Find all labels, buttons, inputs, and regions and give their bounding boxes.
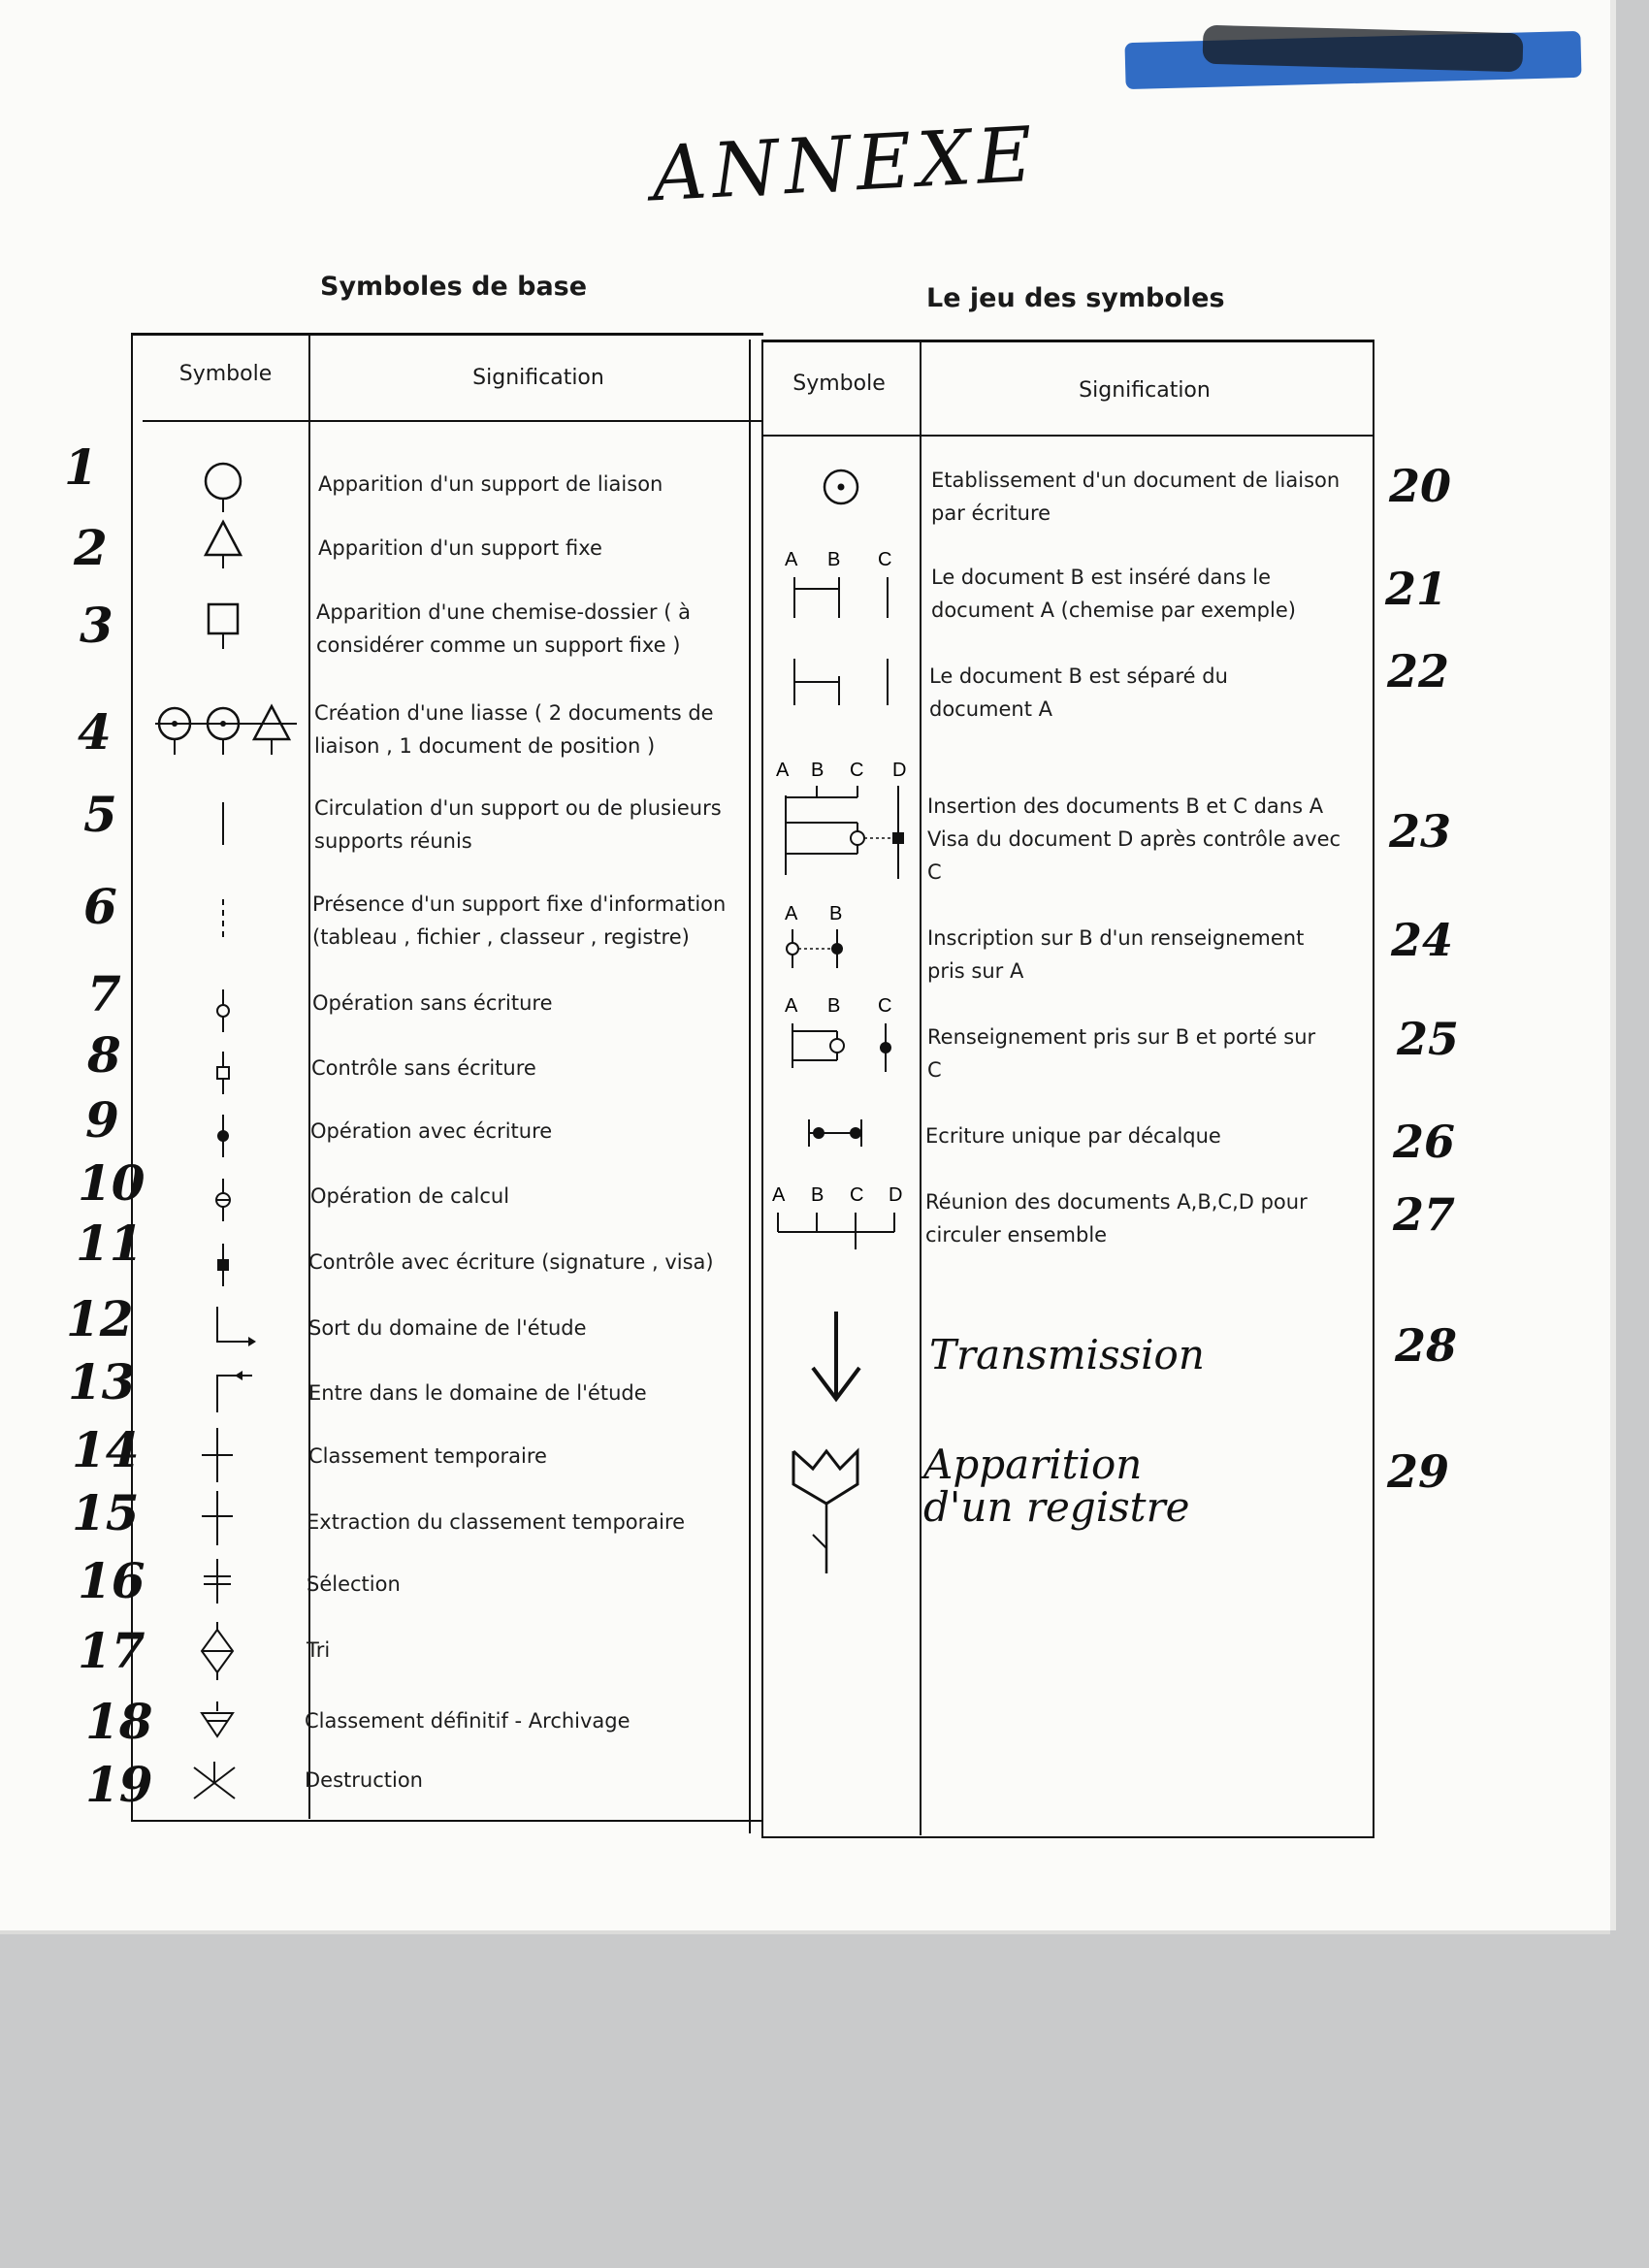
meaning-text: Apparition d'un support de liaison (318, 472, 663, 496)
row-number: 24 (1391, 914, 1454, 966)
open-circle-on-line-symbol (210, 988, 237, 1040)
svg-text:A: A (785, 549, 798, 570)
temporary-extraction-symbol (198, 1489, 237, 1551)
row-number: 29 (1387, 1445, 1450, 1498)
row-number: 14 (72, 1421, 140, 1478)
row-number: 1 (64, 438, 98, 496)
row-number: 6 (83, 878, 117, 935)
row-number: 4 (78, 703, 112, 761)
inscription-symbol (781, 902, 858, 974)
row-number: 19 (85, 1756, 153, 1813)
meaning-text: Classement temporaire (308, 1444, 547, 1468)
row-number: 23 (1389, 805, 1452, 858)
circle-symbol (194, 456, 252, 518)
row-number: 8 (87, 1026, 121, 1084)
row-number: 2 (74, 519, 108, 576)
destruction-star-symbol (190, 1760, 239, 1808)
header-meaning: Signification (472, 366, 604, 390)
meaning-text: Sort du domaine de l'étude (308, 1316, 587, 1340)
row-number: 5 (83, 786, 117, 843)
reunion-symbol (768, 1183, 914, 1255)
svg-text:B: B (827, 549, 841, 570)
separate-bracket-symbol (781, 655, 907, 717)
archive-triangle-symbol (196, 1700, 239, 1746)
meaning-text: Sélection (307, 1572, 401, 1596)
svg-text:A: A (785, 995, 798, 1017)
header-symbol: Symbole (178, 362, 273, 386)
header-symbol: Symbole (792, 372, 886, 396)
svg-text:D: D (892, 760, 907, 781)
svg-text:C: C (850, 760, 864, 781)
square-symbol (194, 599, 252, 661)
row-number: 12 (66, 1290, 134, 1347)
solid-line-symbol (215, 800, 231, 853)
meaning-text: Inscription sur B d'un renseignement pris sur A (927, 926, 1305, 983)
register-symbol (788, 1442, 865, 1581)
row-number: 11 (76, 1215, 144, 1272)
meaning-text: Renseignement pris sur B et porté sur C (927, 1025, 1316, 1082)
triangle-symbol (194, 514, 252, 576)
meaning-handwritten: Apparition d'un registre (923, 1441, 1190, 1531)
row-number: 22 (1387, 645, 1450, 697)
svg-text:C: C (878, 995, 892, 1017)
svg-text:D: D (889, 1184, 903, 1206)
meaning-text: Entre dans le domaine de l'étude (308, 1381, 647, 1405)
page-title: ANNEXE (649, 111, 1041, 219)
left-section-title: Symboles de base (320, 272, 588, 302)
meaning-text: Réunion des documents A,B,C,D pour circuler ensemble (925, 1190, 1308, 1247)
meaning-text: Tri (307, 1638, 331, 1662)
row-number: 18 (85, 1693, 153, 1750)
exit-arrow-symbol (210, 1305, 258, 1357)
meaning-text: Destruction (305, 1768, 423, 1792)
row-number: 15 (72, 1484, 140, 1541)
row-number: 7 (87, 965, 121, 1022)
row-number: 13 (68, 1353, 136, 1410)
carbon-copy-symbol (803, 1114, 881, 1156)
meaning-text: Apparition d'une chemise-dossier ( à considérer comme un support fixe ) (316, 600, 691, 657)
meaning-text: Contrôle sans écriture (311, 1056, 536, 1080)
dotted-circle-symbol (820, 466, 862, 512)
meaning-handwritten: Transmission (929, 1331, 1205, 1378)
svg-text:B: B (811, 760, 824, 781)
temporary-filing-symbol (198, 1426, 237, 1488)
row-number: 20 (1389, 460, 1452, 512)
down-arrow-icon (807, 1308, 865, 1409)
row-number: 16 (78, 1552, 146, 1609)
header-meaning: Signification (1079, 378, 1211, 403)
meaning-text: Circulation d'un support ou de plusieurs supports réunis (314, 796, 722, 853)
meaning-text: Opération avec écriture (310, 1119, 553, 1143)
row-number: 9 (85, 1091, 119, 1149)
crossed-circle-on-line-symbol (210, 1177, 237, 1229)
meaning-text: Création d'une liasse ( 2 documents de liaison , 1 document de position ) (314, 701, 714, 758)
meaning-text: Opération de calcul (310, 1184, 510, 1208)
liasse-symbol (153, 700, 299, 762)
meaning-text: Le document B est inséré dans le document A (chemise par exemple) (931, 566, 1296, 622)
dashed-line-symbol (215, 897, 231, 950)
row-number: 17 (78, 1622, 146, 1679)
sort-diamond-symbol (196, 1620, 239, 1686)
svg-text:A: A (772, 1184, 786, 1206)
svg-text:B: B (811, 1184, 824, 1206)
information-taken-symbol (781, 994, 907, 1085)
meaning-text: Apparition d'un support fixe (318, 536, 602, 560)
row-number: 25 (1397, 1013, 1460, 1065)
row-number: 3 (80, 597, 113, 654)
meaning-text: Insertion des documents B et C dans A Visa du document D après contrôle avec C (927, 794, 1342, 884)
svg-text:B: B (829, 903, 843, 924)
right-section-title: Le jeu des symboles (926, 283, 1225, 313)
row-number: 21 (1385, 563, 1448, 615)
row-number: 10 (78, 1154, 146, 1212)
filled-circle-on-line-symbol (210, 1113, 237, 1165)
meaning-text: Opération sans écriture (312, 991, 553, 1015)
row-number: 26 (1393, 1116, 1456, 1168)
row-number: 28 (1395, 1319, 1458, 1372)
enter-arrow-symbol (210, 1366, 258, 1418)
row-number: 27 (1393, 1188, 1456, 1241)
meaning-text: Contrôle avec écriture (signature , visa) (308, 1250, 714, 1274)
meaning-text: Le document B est séparé du document A (929, 664, 1228, 721)
svg-text:C: C (878, 549, 892, 570)
meaning-text: Etablissement d'un document de liaison par écriture (931, 469, 1341, 525)
insert-bracket-symbol (781, 548, 907, 639)
insert-visa-symbol (774, 757, 920, 887)
open-square-on-line-symbol (210, 1050, 237, 1102)
svg-text:B: B (827, 995, 841, 1017)
meaning-text: Ecriture unique par décalque (925, 1124, 1221, 1148)
meaning-text: Présence d'un support fixe d'information (tableau , fichier , classeur , registre) (312, 892, 727, 949)
svg-text:A: A (776, 760, 790, 781)
meaning-text: Extraction du classement temporaire (307, 1510, 686, 1534)
selection-symbol (198, 1557, 237, 1609)
filled-square-on-line-symbol (210, 1242, 237, 1294)
meaning-text: Classement définitif - Archivage (305, 1709, 630, 1733)
svg-text:C: C (850, 1184, 864, 1206)
svg-text:A: A (785, 903, 798, 924)
